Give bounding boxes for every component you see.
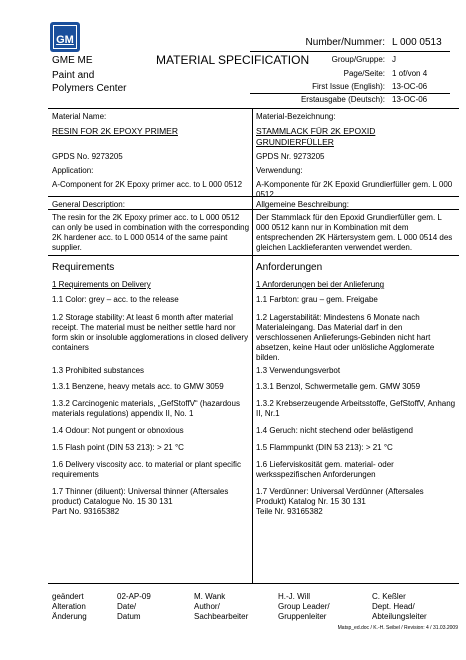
right-divider-1 (252, 196, 459, 197)
anf-1-1: 1.1 Farbton: grau – gem. Freigabe (256, 295, 378, 304)
footer-author-3: Sachbearbeiter (194, 612, 249, 621)
application-label: Application: (52, 166, 94, 175)
footer-dept-head-2: Dept. Head/ (372, 602, 415, 611)
body-bottom-line (48, 583, 459, 584)
footer-dept-head-3: Abteilungsleiter (372, 612, 427, 621)
anf-1-3-1: 1.3.1 Benzol, Schwermetalle gem. GMW 3059 (256, 382, 421, 391)
number-label: Number/Nummer: (305, 37, 385, 48)
number-value: L 000 0513 (392, 37, 442, 48)
footer-group-leader-1: H.-J. Will (278, 592, 310, 601)
requirements-divider (48, 255, 459, 256)
first-issue-label: First Issue (English): (312, 82, 385, 91)
gm-logo (50, 22, 80, 52)
footer-alteration-2: Alteration (52, 602, 86, 611)
gpds-number: GPDS No. 9273205 (52, 152, 123, 161)
material-bezeichnung-label: Material-Bezeichnung: (256, 112, 336, 121)
req-1-7: 1.7 Thinner (diluent): Universal thinner (Aftersales product) Catalogue No. 15 30 131 (52, 487, 229, 506)
anf-1-heading: 1 Anforderungen bei der Anlieferung (256, 280, 385, 289)
dept-line-1: GME ME (52, 55, 93, 66)
page-value: 1 of/von 4 (392, 69, 428, 78)
anforderungen-heading: Anforderungen (256, 262, 323, 273)
header-divider-2 (250, 93, 450, 94)
first-issue-value: 13-OC-06 (392, 82, 428, 91)
body-top-line (48, 108, 459, 109)
footer-date-1: 02-AP-09 (117, 592, 151, 601)
page-title: MATERIAL SPECIFICATION (156, 53, 310, 67)
left-divider-2 (48, 209, 252, 210)
req-1-5: 1.5 Flash point (DIN 53 213): > 21 °C (52, 443, 184, 452)
footer-author-1: M. Wank (194, 592, 226, 601)
req-1-3: 1.3 Prohibited substances (52, 366, 145, 375)
group-label: Group/Gruppe: (331, 55, 385, 64)
anf-1-3-2: 1.3.2 Krebserzeugende Arbeitsstoffe, GefStoffV, Anhang II, Nr.1 (256, 399, 456, 418)
footer-date (117, 592, 151, 622)
page-label: Page/Seite: (343, 69, 385, 78)
right-divider-2 (252, 209, 459, 210)
footer-group-leader-3: Gruppenleiter (278, 612, 327, 621)
application-text: A-Component for 2K Epoxy primer acc. to L 000 0512 (52, 180, 243, 189)
anf-1-7-part: Teile Nr. 93165382 (256, 507, 323, 516)
footer-date-3: Datum (117, 612, 141, 621)
footer-note: Matsp_ed.doc / K.-H. Seibel / Revision: 4 / 31.03.2009 (337, 625, 458, 631)
req-1-4: 1.4 Odour: Not pungent or obnoxious (52, 426, 184, 435)
verwendung-text: A-Komponente für 2K Epoxid Grundierfüller gem. L 000 0512 (256, 180, 453, 199)
beschreibung-label: Allgemeine Beschreibung: (256, 200, 349, 209)
req-1-3-1: 1.3.1 Benzene, heavy metals acc. to GMW 3059 (52, 382, 224, 391)
group-value: J (392, 55, 396, 64)
material-bezeichnung-line1: STAMMLACK FÜR 2K EPOXID (256, 126, 376, 136)
gm-logo-frame (53, 25, 77, 49)
footer-alteration-1: geändert (52, 592, 84, 601)
requirements-heading: Requirements (52, 262, 115, 273)
gm-logo-text: GM (56, 34, 74, 46)
anf-1-7: 1.7 Verdünner: Universal Verdünner (Aftersales Produkt) Katalog Nr. 15 30 131 (256, 487, 424, 506)
anf-1-3: 1.3 Verwendungsverbot (256, 366, 341, 375)
anf-1-5: 1.5 Flammpunkt (DIN 53 213): > 21 °C (256, 443, 393, 452)
gpds-nr: GPDS Nr. 9273205 (256, 152, 325, 161)
req-1-3-2: 1.3.2 Carcinogenic materials, „GefStoffV“ (hazardous materials regulations) appendix II, No. 1 (52, 399, 240, 418)
req-1-heading: 1 Requirements on Delivery (52, 280, 151, 289)
general-desc-label: General Description: (52, 200, 125, 209)
column-divider (252, 108, 253, 583)
left-divider-1 (48, 196, 252, 197)
header-divider-1 (250, 51, 450, 52)
req-1-6: 1.6 Delivery viscosity acc. to material or plant specific requirements (52, 460, 241, 479)
material-name: RESIN FOR 2K EPOXY PRIMER (52, 126, 178, 136)
dept-line-3: Polymers Center (52, 83, 127, 94)
footer-date-2: Date/ (117, 602, 137, 611)
anf-1-2: 1.2 Lagerstabilität: Mindestens 6 Monate nach Materialeingang. Das Material darf in den verschlossenen Anlieferungs-Gebinden nicht hart absetzen, keine Haut oder unlösliche Agglomerate bilden. (256, 313, 435, 362)
anf-1-6: 1.6 Lieferviskosität gem. material- oder werksspezifischen Anforderungen (256, 460, 394, 479)
dept-line-2: Paint and (52, 70, 95, 81)
footer-group-leader (278, 592, 330, 622)
footer-dept-head (372, 592, 427, 622)
erstausgabe-label: Erstausgabe (Deutsch): (300, 95, 385, 104)
general-desc-text: The resin for the 2K Epoxy primer acc. to L 000 0512 can only be used in combination with the corresponding 2K hardener acc. to L 000 0514 of the same paint supplier. (52, 213, 250, 252)
req-1-1: 1.1 Color: grey – acc. to the release (52, 295, 179, 304)
footer-alteration (52, 592, 87, 622)
footer-author (194, 592, 248, 622)
material-name-label: Material Name: (52, 112, 107, 121)
erstausgabe-value: 13-OC-06 (392, 95, 428, 104)
req-1-2: 1.2 Storage stability: At least 6 month after material receipt. The material must be neither settle hard nor form skin or insoluble agglomerations in closed delivery containers (52, 313, 249, 352)
footer-author-2: Author/ (194, 602, 220, 611)
footer-dept-head-1: C. Keßler (372, 592, 406, 601)
footer-group-leader-2: Group Leader/ (278, 602, 330, 611)
beschreibung-text: Der Stammlack für den Epoxid Grundierfüller gem. L 000 0512 kann nur in Kombination mit dem entsprechenden 2K Härtersystem gem. L 000 0514 des gleichen Lacklieferanten verwendet werden. (256, 213, 453, 252)
footer-alteration-3: Änderung (52, 612, 87, 621)
req-1-7-part: Part No. 93165382 (52, 507, 120, 516)
anf-1-4: 1.4 Geruch: nicht stechend oder belästigend (256, 426, 413, 435)
material-bezeichnung-line2: GRUNDIERFÜLLER (256, 137, 334, 147)
verwendung-label: Verwendung: (256, 166, 303, 175)
